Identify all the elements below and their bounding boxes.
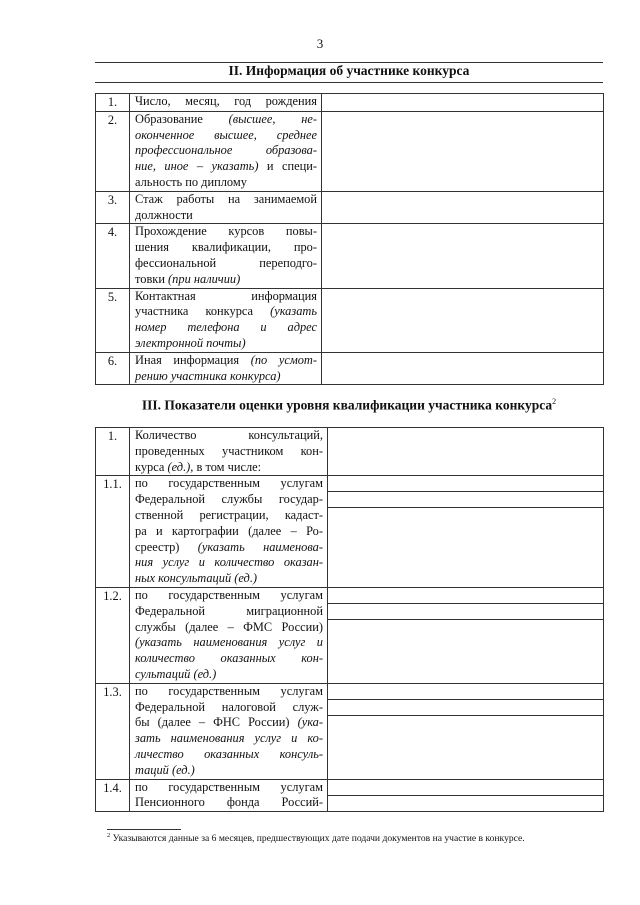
line-text: по государственным услугам [135,683,323,698]
description-line [135,620,323,636]
value-field [322,94,603,111]
line-italic: (при наличии) [168,271,241,286]
line-italic: сультаций (ед.) [135,666,217,681]
table-row [96,428,604,476]
line-text: курса [135,459,168,474]
line-text: и специ- [258,159,317,174]
value-field [328,588,603,604]
row-value [322,94,604,112]
page-number: 3 [316,36,324,51]
description-line [135,175,317,191]
row-description [130,224,322,288]
description-line [135,795,323,811]
line-text: по государственным услугам [135,779,323,794]
table-row [96,288,604,352]
line-italic: рению участника конкурса) [135,368,281,383]
description-line [135,635,323,651]
description-line [135,684,323,700]
line-italic: профессиональное образова- [135,143,317,158]
description-line [135,588,323,604]
line-text: бы (далее – ФНС России) [135,715,298,730]
row-value [328,476,604,588]
value-fields [328,476,603,587]
participant-info-table [95,93,604,385]
table-row [96,779,604,812]
row-number: 1. [96,428,130,476]
value-field [328,716,603,779]
row-description [130,428,328,476]
line-text: по государственным услугам [135,587,323,602]
footnote-reference: 2 [552,397,557,406]
line-text: альность по диплому [135,174,247,189]
line-italic: ния услуг и количество оказан- [135,555,323,570]
line-italic: (ука- [297,715,323,730]
line-italic: зать наименования услуг и ко- [135,731,323,746]
description-line [135,667,323,683]
table-row [96,224,604,288]
table-row [96,683,604,779]
row-number: 1.3. [96,683,130,779]
description-line [135,715,323,731]
value-field [328,796,603,812]
value-field [328,700,603,716]
row-description [130,476,328,588]
row-description [130,288,322,352]
line-italic: количество оказанных кон- [135,651,323,666]
description-line [135,444,323,460]
description-line [135,336,317,352]
value-fields [322,94,603,111]
value-fields [322,289,603,352]
line-text: Федеральной миграционной [135,603,323,618]
value-field [322,353,603,385]
table-row [96,476,604,588]
description-line [135,289,317,305]
description-line [135,476,323,492]
value-field [328,684,603,700]
value-field [328,428,603,475]
line-italic: таций (ед.) [135,762,195,777]
value-field [322,224,603,287]
value-fields [322,112,603,191]
value-fields [328,428,603,475]
line-italic: (ед.) [167,459,191,474]
value-field [328,476,603,492]
line-text: фессиональной переподго- [135,255,317,270]
value-fields [328,780,603,812]
line-text: Федеральной службы государ- [135,492,323,507]
section-2-title: II. Информация об участнике конкурса [228,63,470,78]
description-line [135,747,323,763]
row-number: 1. [96,94,130,112]
row-value [328,587,604,683]
row-value [322,224,604,288]
description-line [135,112,317,128]
description-line [135,159,317,175]
row-number: 1.1. [96,476,130,588]
row-description [130,779,328,812]
row-value [322,111,604,191]
description-line [135,604,323,620]
line-text: по государственным услугам [135,476,323,491]
line-text: должности [135,207,193,222]
line-text: Образование [135,111,229,126]
row-value [328,428,604,476]
footnote-text: Указываются данные за 6 месяцев, предшествующих дате подачи документов на участие в конкурсе. [110,833,525,845]
footnote-mark: 2 [107,832,111,839]
description-line [135,508,323,524]
value-field [328,492,603,508]
table-row [96,111,604,191]
line-text: Прохождение курсов повы- [135,224,317,239]
row-description [130,94,322,112]
row-number: 5. [96,288,130,352]
value-field [322,192,603,224]
description-line [135,571,323,587]
value-field [322,289,603,352]
value-field [322,112,603,191]
line-italic: (указать наименова- [197,539,323,554]
line-italic: (высшее, не- [228,111,318,126]
description-line [135,780,323,796]
row-description [130,111,322,191]
line-italic: (по усмот- [250,352,317,367]
line-text: участника конкурса [135,304,271,319]
line-text: Контактная информация [135,288,317,303]
value-fields [328,684,603,779]
description-line [135,763,323,779]
line-text: Федеральной налоговой служ- [135,699,323,714]
qualification-indicators-table [95,427,604,812]
description-line [135,492,323,508]
value-field [328,604,603,620]
description-line [135,428,323,444]
line-text: Количество консультаций, [135,428,323,442]
description-line [135,224,317,240]
value-field [328,620,603,683]
line-text: службы (далее – ФМС России) [135,619,323,634]
line-italic: оконченное высшее, среднее [135,127,317,142]
line-text: Число, месяц, год рождения [135,94,317,108]
line-text: среестр) [135,539,198,554]
footnote-rule [107,829,181,830]
table-row [96,191,604,224]
row-value [322,352,604,385]
description-line [135,524,323,540]
table-row [96,352,604,385]
description-line [135,460,323,476]
description-line [135,555,323,571]
row-value [322,288,604,352]
row-number: 1.2. [96,587,130,683]
description-line [135,369,317,385]
description-line [135,240,317,256]
description-line [135,143,317,159]
description-line [135,320,317,336]
value-fields [322,224,603,287]
description-line [135,700,323,716]
description-line [135,651,323,667]
line-text: ственной регистрации, кадаст- [135,507,323,522]
line-text: проведенных участником кон- [135,443,323,458]
line-italic: (указать наименования услуг и [135,635,323,650]
description-line [135,256,317,272]
table-row [96,94,604,112]
line-italic: (указать [270,304,317,319]
description-line [135,208,317,224]
row-number: 6. [96,352,130,385]
description-line [135,192,317,208]
description-line [135,94,317,110]
description-line [135,540,323,556]
line-text: , в том числе: [190,459,262,474]
row-description [130,683,328,779]
footnote [107,832,525,844]
line-italic: ных консультаций (ед.) [135,571,258,586]
description-line [135,304,317,320]
section-3-title [95,397,603,414]
value-field [328,508,603,587]
row-value [328,779,604,812]
row-description [130,191,322,224]
row-value [322,191,604,224]
line-italic: электронной почты) [135,335,246,350]
line-text: Стаж работы на занимаемой [135,191,317,206]
row-number: 2. [96,111,130,191]
line-text: Пенсионного фонда Россий- [135,795,323,810]
line-text: товки [135,271,169,286]
description-line [135,731,323,747]
line-text: шения квалификации, про- [135,240,317,255]
line-text: ра и картографии (далее – Ро- [135,523,323,538]
row-number: 1.4. [96,779,130,812]
line-italic: ние, иное – указать) [135,159,259,174]
description-line [135,128,317,144]
table-row [96,587,604,683]
value-fields [322,192,603,224]
title-rule [95,82,603,83]
line-text: Иная информация [135,352,251,367]
value-fields [328,588,603,683]
value-fields [322,353,603,385]
row-number: 3. [96,191,130,224]
description-line [135,353,317,369]
row-number: 4. [96,224,130,288]
section-3-title-text: III. Показатели оценки уровня квалификации участника конкурса [141,397,553,413]
line-italic: номер телефона и адрес [135,320,317,335]
description-line [135,272,317,288]
row-description [130,352,322,385]
row-value [328,683,604,779]
value-field [328,780,603,796]
line-italic: личество оказанных консуль- [135,746,323,761]
row-description [130,587,328,683]
